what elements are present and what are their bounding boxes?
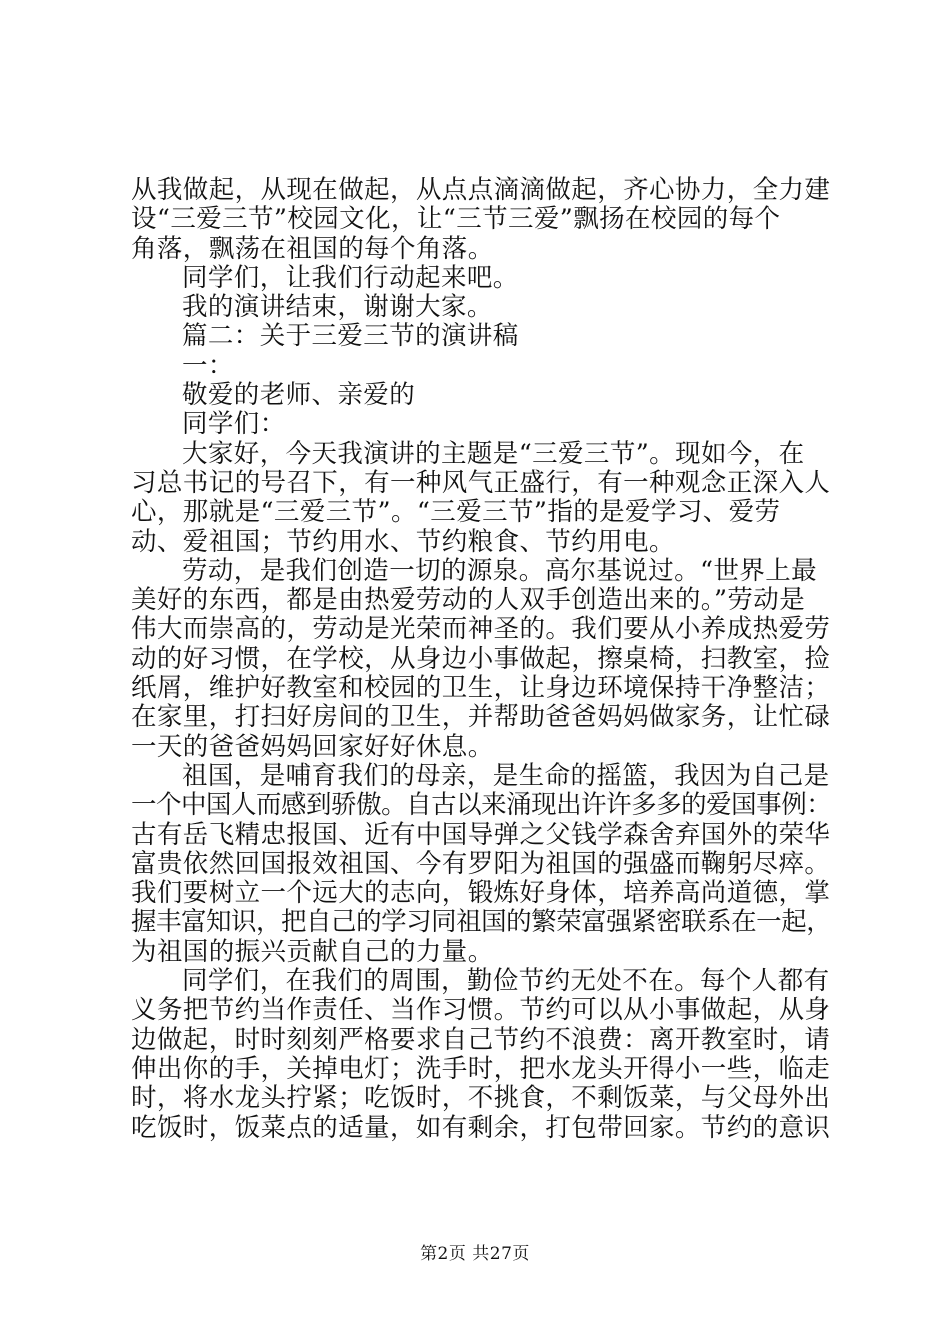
text-line: 时，将水龙头拧紧；吃饭时，不挑食，不剩饭菜，与父母外出: [131, 1083, 831, 1114]
text-line: 一天的爸爸妈妈回家好好休息。: [131, 731, 494, 762]
text-line: 吃饭时，饭菜点的适量，如有剩余，打包带回家。节约的意识: [131, 1112, 831, 1143]
text-line: 我的演讲结束，谢谢大家。: [182, 292, 493, 323]
text-line: 伸出你的手，关掉电灯；洗手时，把水龙头开得小一些，临走: [131, 1053, 831, 1084]
document-body: [131, 176, 831, 1143]
text-line: 我们要树立一个远大的志向，锻炼好身体，培养高尚道德，掌: [131, 878, 831, 909]
text-line: 祖国，是哺育我们的母亲，是生命的摇篮，我因为自己是: [182, 760, 830, 791]
text-line: 心，那就是“三爱三节”。“三爱三节”指的是爱学习、爱劳: [131, 497, 781, 528]
text-line: 动的好习惯，在学校，从身边小事做起，擦桌椅，扫教室，捡: [131, 643, 831, 674]
text-line: 习总书记的号召下，有一种风气正盛行，有一种观念正深入人: [131, 467, 831, 498]
text-line: 一个中国人而感到骄傲。自古以来涌现出许许多多的爱国事例：: [131, 790, 832, 821]
text-line: 义务把节约当作责任、当作习惯。节约可以从小事做起，从身: [131, 995, 831, 1026]
text-line: 一：: [182, 350, 234, 381]
text-line: 握丰富知识，把自己的学习同祖国的繁荣富强紧密联系在一起，: [131, 907, 832, 938]
text-line: 为祖国的振兴贡献自己的力量。: [131, 936, 494, 967]
text-line: 动、爱祖国；节约用水、节约粮食、节约用电。: [131, 526, 675, 557]
text-line: 伟大而崇高的，劳动是光荣而神圣的。我们要从小养成热爱劳: [131, 614, 831, 645]
text-line: 从我做起，从现在做起，从点点滴滴做起，齐心协力，全力建: [131, 175, 831, 205]
text-line: 大家好，今天我演讲的主题是“三爱三节”。现如今，在: [182, 438, 805, 469]
text-line: 设“三爱三节”校园文化，让“三节三爱”飘扬在校园的每个: [131, 204, 781, 235]
text-line: 富贵依然回国报效祖国、今有罗阳为祖国的强盛而鞠躬尽瘁。: [131, 848, 831, 879]
text-line: 劳动，是我们创造一切的源泉。高尔基说过。“世界上最: [182, 555, 818, 586]
text-line: 纸屑，维护好教室和校园的卫生，让身边环境保持干净整洁；: [131, 673, 831, 704]
text-line: 敬爱的老师、亲爱的: [182, 380, 416, 411]
text-line: 在家里，打扫好房间的卫生，并帮助爸爸妈妈做家务，让忙碌: [131, 702, 831, 733]
text-line: 古有岳飞精忠报国、近有中国导弹之父钱学森舍弃国外的荣华: [131, 819, 831, 850]
text-line: 角落，飘荡在祖国的每个角落。: [131, 233, 494, 264]
text-line: 同学们，在我们的周围，勤俭节约无处不在。每个人都有: [182, 966, 830, 997]
text-line: 美好的东西，都是由热爱劳动的人双手创造出来的。”劳动是: [131, 585, 806, 616]
text-line: 篇二：关于三爱三节的演讲稿: [182, 321, 519, 352]
text-line: 同学们，让我们行动起来吧。: [182, 262, 519, 293]
text-line: 边做起，时时刻刻严格要求自己节约不浪费：离开教室时，请: [131, 1024, 831, 1055]
page-footer: 第2页 共27页: [420, 1244, 530, 1264]
text-line: 同学们：: [182, 409, 286, 440]
